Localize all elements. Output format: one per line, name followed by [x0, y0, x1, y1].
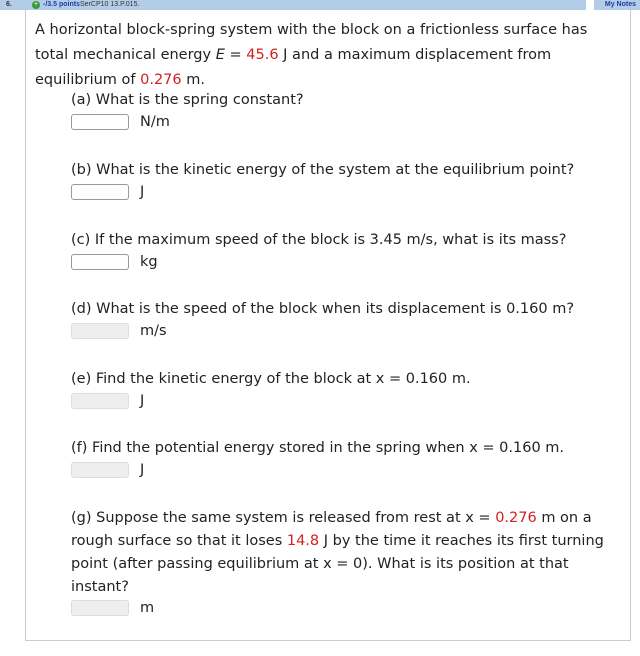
question-header — [0, 0, 640, 10]
unit: N/m — [140, 114, 170, 130]
unit: J — [140, 462, 145, 478]
expand-icon[interactable]: + — [33, 1, 39, 8]
answer-input-e[interactable] — [71, 393, 129, 409]
question-a: (a) What is the spring constant? — [71, 92, 304, 108]
question-d: (d) What is the speed of the block when its displacement is 0.160 m? — [71, 301, 575, 317]
question-b: (b) What is the kinetic energy of the system at the equilibrium point? — [71, 162, 575, 178]
answer-d — [71, 323, 167, 339]
answer-b — [71, 184, 144, 200]
question-e: (e) Find the kinetic energy of the block at x = 0.160 m. — [71, 371, 471, 387]
unit: m/s — [140, 323, 167, 339]
question-g: (g) Suppose the same system is released from rest at x = 0.276 m on a rough surface so that it loses 14.8 J by the time it reaches its first turning point (after passing equilibrium at x = 0). What is its position at that instant? — [71, 510, 604, 595]
answer-f — [71, 462, 144, 478]
question-c: (c) If the maximum speed of the block is 3.45 m/s, what is its mass? — [71, 232, 567, 248]
problem-statement: A horizontal block-spring system with the block on a frictionless surface has total mechanical energy E = 45.6 J and a maximum displacement from equilibrium of 0.276 m. — [35, 22, 588, 88]
answer-input-b[interactable] — [71, 184, 129, 200]
unit: J — [140, 393, 145, 409]
answer-input-g[interactable] — [71, 600, 129, 616]
answer-input-c[interactable] — [71, 254, 129, 270]
answer-e — [71, 393, 144, 409]
my-notes-link[interactable]: My Notes — [604, 1, 636, 8]
answer-g — [71, 600, 154, 616]
unit: m — [140, 600, 155, 616]
answer-input-d[interactable] — [71, 323, 129, 339]
unit: kg — [140, 254, 158, 270]
points: -/3.5 points — [43, 1, 80, 8]
question-number: 6. — [6, 1, 12, 8]
question-f: (f) Find the potential energy stored in the spring when x = 0.160 m. — [71, 440, 565, 456]
notes-icon — [586, 0, 594, 10]
problem-code: SerCP10 13.P.015. — [80, 1, 140, 8]
answer-input-a[interactable] — [71, 114, 129, 130]
unit: J — [140, 184, 145, 200]
answer-input-f[interactable] — [71, 462, 129, 478]
answer-a — [71, 114, 170, 130]
answer-c — [71, 254, 158, 270]
